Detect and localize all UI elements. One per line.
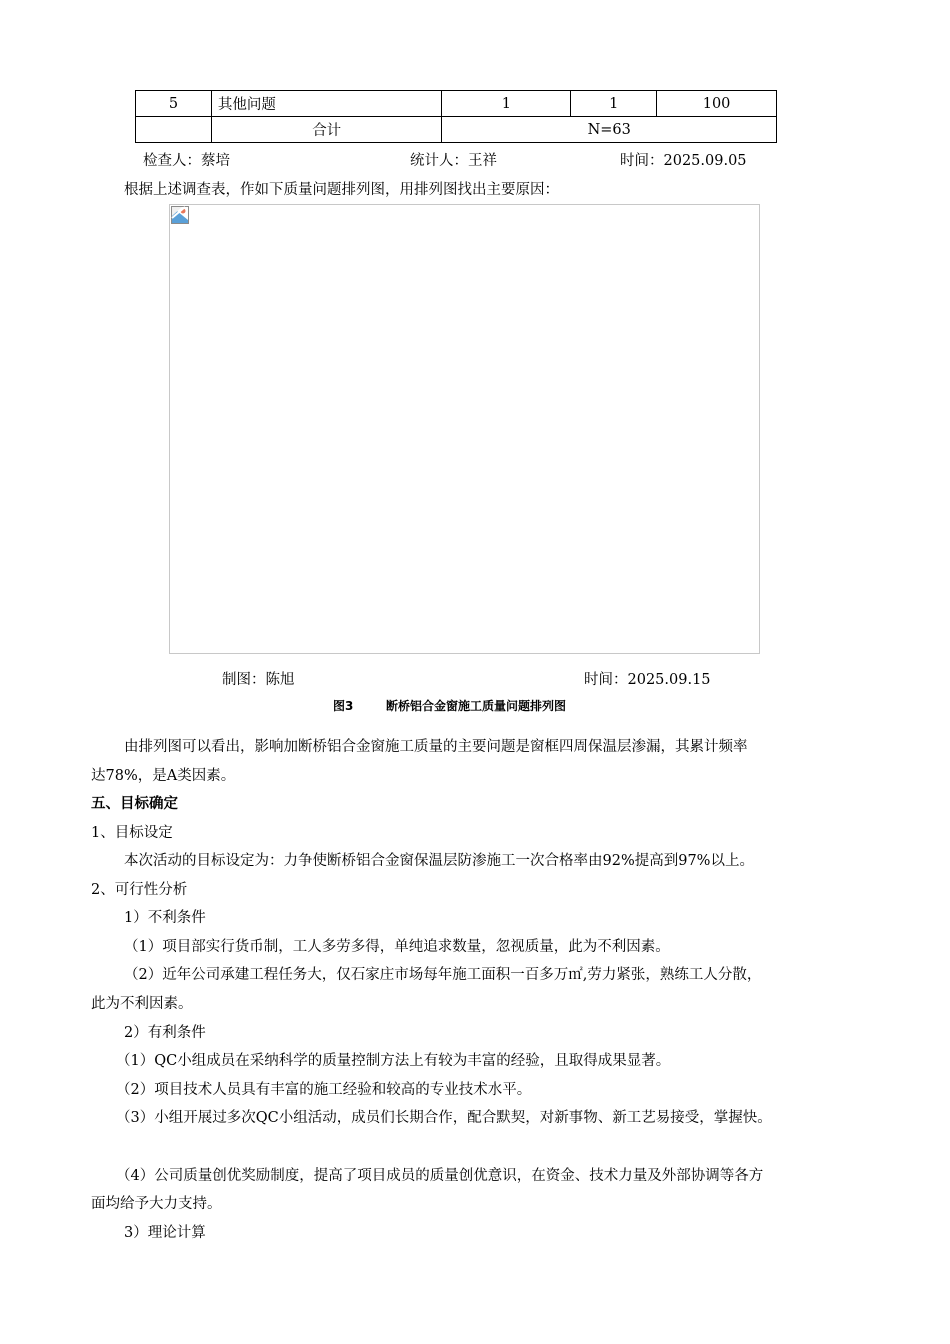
- chart-time-label: 时间：2025.09.15: [584, 672, 711, 688]
- chart-maker-label: 制图：陈旭: [222, 672, 295, 688]
- favorable-item-1: （1）QC小组成员在采纳科学的质量控制方法上有较为丰富的经验，且取得成果显著。: [116, 1053, 671, 1069]
- favorable-item-3: （3）小组开展过多次QC小组活动，成员们长期合作，配合默契，对新事物、新工艺易接受，掌握快。: [116, 1110, 772, 1126]
- goal-paragraph: 本次活动的目标设定为：力争使断桥铝合金窗保温层防渗施工一次合格率由92%提高到97%以上。: [124, 853, 754, 869]
- pareto-chart-image: [169, 204, 760, 654]
- analysis-line-1: 由排列图可以看出，影响加断桥铝合金窗施工质量的主要问题是窗框四周保温层渗漏，其累计频率: [124, 739, 748, 755]
- table-total-row: [136, 117, 777, 143]
- total-value: N=63: [442, 117, 777, 143]
- total-label: 合计: [211, 117, 442, 143]
- broken-image-icon: [171, 206, 189, 224]
- quality-issue-table: [135, 90, 777, 143]
- frequency: 1: [442, 91, 571, 117]
- favorable-item-4-cont: 面均给予大力支持。: [91, 1196, 222, 1212]
- issue-name: 其他问题: [211, 91, 442, 117]
- favorable-item-2: （2）项目技术人员具有丰富的施工经验和较高的专业技术水平。: [116, 1082, 532, 1098]
- cumulative-percent: 100: [657, 91, 777, 117]
- subsection-feasibility: 2、可行性分析: [91, 882, 188, 898]
- unfavorable-item-2-cont: 此为不利因素。: [91, 996, 193, 1012]
- row-number: 5: [136, 91, 212, 117]
- statistician-label: 统计人：王祥: [410, 153, 497, 169]
- total-row-number: [136, 117, 212, 143]
- section-heading: 五、目标确定: [91, 796, 178, 812]
- theory-calc-title: 3）理论计算: [124, 1225, 206, 1241]
- figure-caption-number: 图3: [333, 699, 354, 713]
- cumulative-count: 1: [571, 91, 657, 117]
- figure-caption-title: 断桥铝合金窗施工质量问题排列图: [386, 699, 567, 713]
- inspector-label: 检查人：蔡培: [143, 153, 230, 169]
- intro-paragraph: 根据上述调查表，作如下质量问题排列图，用排列图找出主要原因：: [124, 182, 559, 198]
- table-time-label: 时间：2025.09.05: [620, 153, 747, 169]
- favorable-item-4: （4）公司质量创优奖励制度，提高了项目成员的质量创优意识，在资金、技术力量及外部协调等各方: [116, 1168, 764, 1184]
- favorable-title: 2）有利条件: [124, 1025, 206, 1041]
- unfavorable-title: 1）不利条件: [124, 910, 206, 926]
- table-row: [136, 91, 777, 117]
- unfavorable-item-1: （1）项目部实行货币制，工人多劳多得，单纯追求数量，忽视质量，此为不利因素。: [124, 939, 670, 955]
- unfavorable-item-2: （2）近年公司承建工程任务大，仅石家庄市场每年施工面积一百多万㎡,劳力紧张，熟练工人分散，: [124, 967, 762, 983]
- subsection-goal-setting: 1、目标设定: [91, 825, 173, 841]
- analysis-line-2: 达78%，是A类因素。: [91, 768, 236, 784]
